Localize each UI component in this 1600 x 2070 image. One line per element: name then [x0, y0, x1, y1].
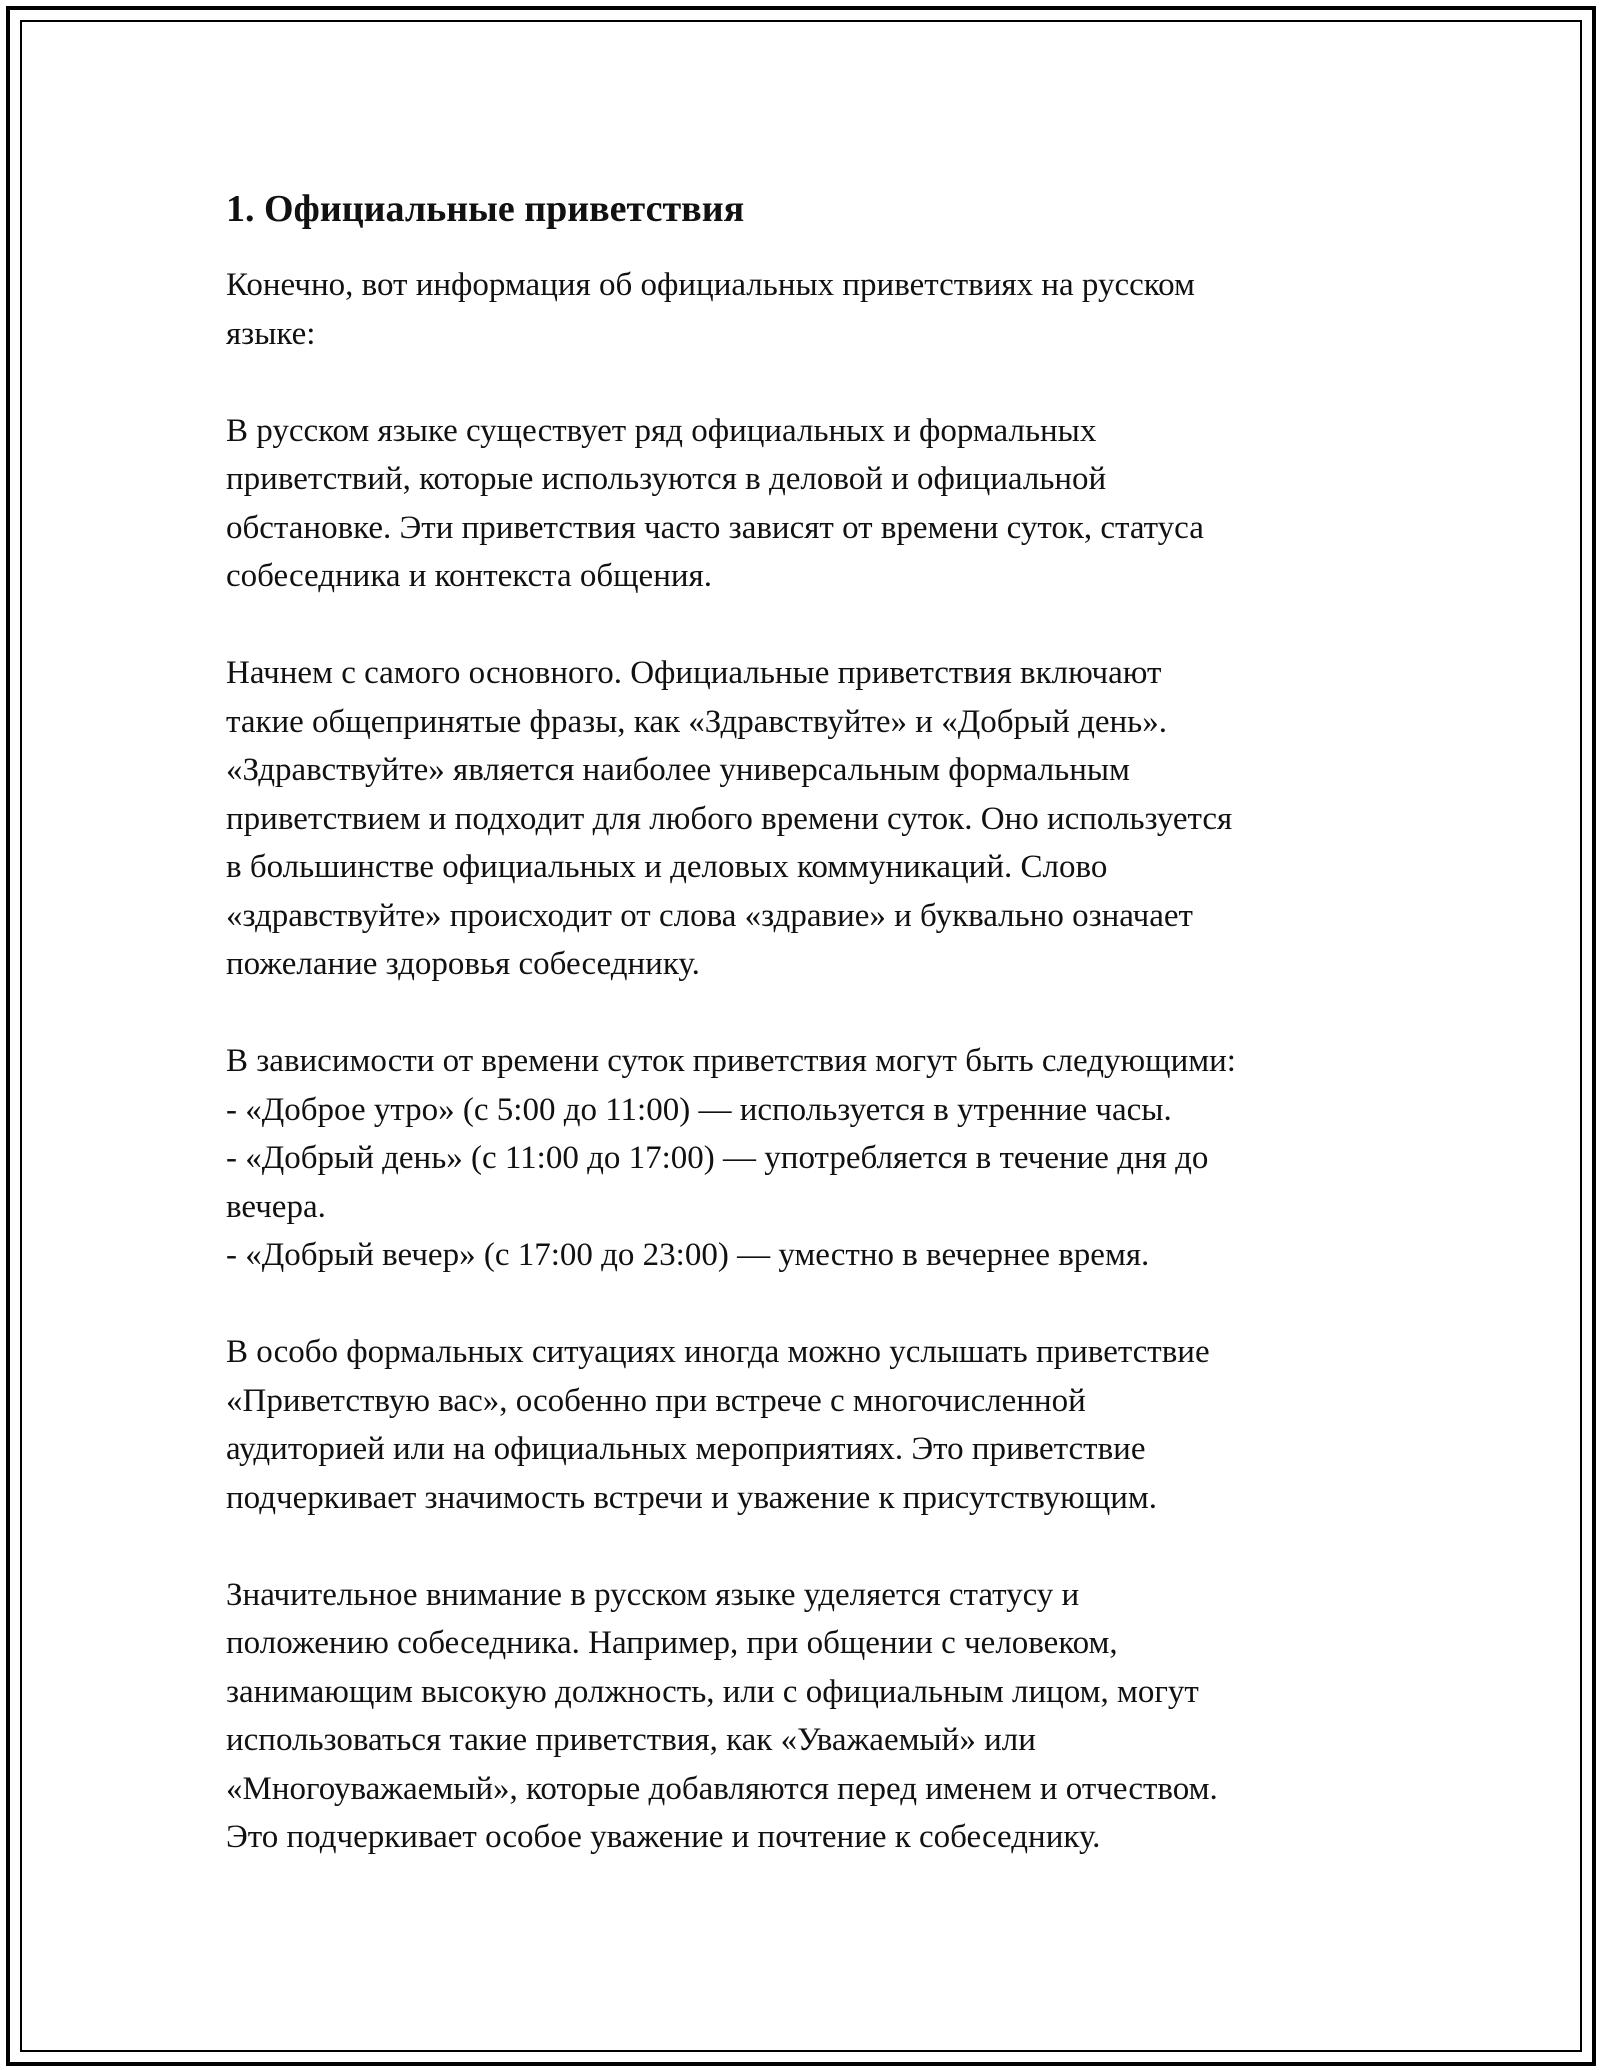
paragraph-intro: [226, 261, 1386, 358]
text-line: обстановке. Эти приветствия часто зависят от времени суток, статуса: [226, 509, 1204, 546]
text-line: языке:: [226, 315, 316, 352]
text-line: такие общепринятые фразы, как «Здравствуйте» и «Добрый день».: [226, 703, 1167, 740]
text-line: в большинстве официальных и деловых коммуникаций. Слово: [226, 849, 1108, 885]
list-item: - «Добрый день» (с 11:00 до 17:00) — употребляется в течение дня до: [226, 1140, 1209, 1176]
text-line: «Здравствуйте» является наиболее универсальным формальным: [226, 752, 1130, 788]
list-item: - «Доброе утро» (с 5:00 до 11:00) — используется в утренние часы.: [226, 1091, 1172, 1128]
paragraph-basics: [226, 649, 1386, 989]
paragraph-status: [226, 1571, 1386, 1862]
text-line: приветствием и подходит для любого времени суток. Оно используется: [226, 800, 1233, 837]
text-line: подчеркивает значимость встречи и уважение к присутствующим.: [226, 1479, 1158, 1516]
text-line: положению собеседника. Например, при общении с человеком,: [226, 1625, 1118, 1661]
text-line: аудиторией или на официальных мероприятиях. Это приветствие: [226, 1431, 1146, 1467]
text-line: Начнем с самого основного. Официальные приветствия включают: [226, 655, 1162, 691]
text-line: Это подчеркивает особое уважение и почтение к собеседнику.: [226, 1819, 1101, 1855]
text-line: «Приветствую вас», особенно при встрече с многочисленной: [226, 1382, 1086, 1419]
section-heading: 1. Официальные приветствия: [226, 188, 745, 230]
text-line: «Многоуважаемый», которые добавляются перед именем и отчеством.: [226, 1770, 1218, 1807]
text-line: Конечно, вот информация об официальных приветствиях на русском: [226, 267, 1195, 303]
text-line: В русском языке существует ряд официальных и формальных: [226, 412, 1097, 449]
text-line: собеседника и контекста общения.: [226, 558, 712, 594]
text-line: вечера.: [226, 1188, 326, 1225]
document-body: [226, 185, 1386, 1910]
text-line: приветствий, которые используются в деловой и официальной: [226, 461, 1107, 497]
text-line: В зависимости от времени суток приветствия могут быть следующими:: [226, 1043, 1236, 1079]
text-line: В особо формальных ситуациях иногда можно услышать приветствие: [226, 1334, 1210, 1370]
paragraph-time-of-day: [226, 1037, 1386, 1280]
paragraph-formal-situations: [226, 1328, 1386, 1522]
text-line: «здравствуйте» происходит от слова «здравие» и буквально означает: [226, 897, 1193, 934]
text-line: занимающим высокую должность, или с официальным лицом, могут: [226, 1673, 1199, 1710]
list-item: - «Добрый вечер» (с 17:00 до 23:00) — уместно в вечернее время.: [226, 1237, 1150, 1273]
text-line: использоваться такие приветствия, как «Уважаемый» или: [226, 1722, 1036, 1758]
text-line: Значительное внимание в русском языке уделяется статусу и: [226, 1576, 1080, 1613]
text-line: пожелание здоровья собеседнику.: [226, 946, 700, 982]
paragraph-overview: [226, 407, 1386, 601]
